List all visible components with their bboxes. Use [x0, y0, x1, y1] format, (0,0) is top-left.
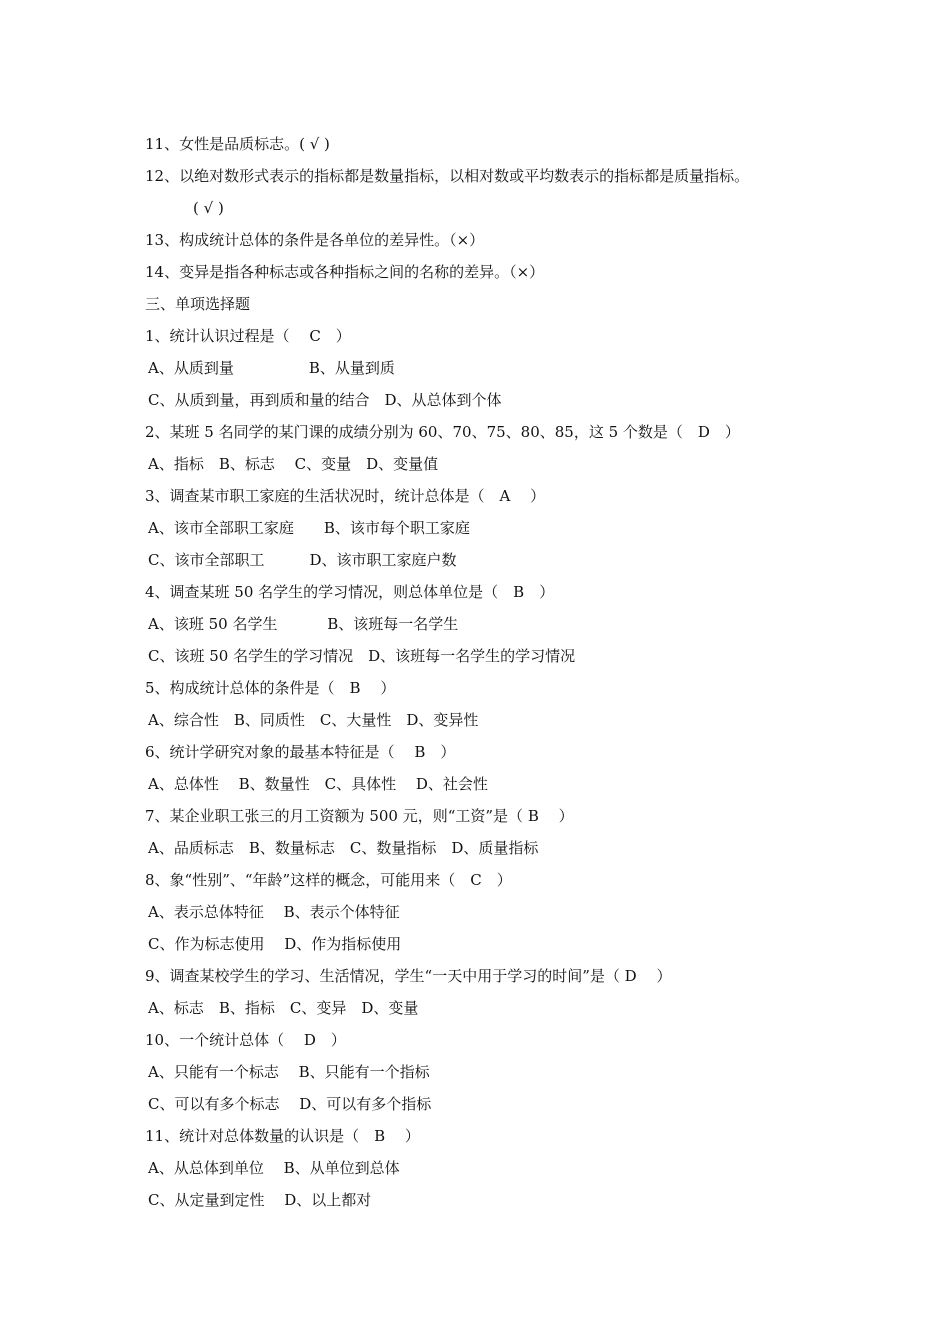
question-5-options: A、综合性 B、同质性 C、大量性 D、变异性	[148, 711, 479, 729]
question-4: 4、调查某班 50 名学生的学习情况，则总体单位是（ B ）	[145, 583, 555, 601]
question-11-options-cd: C、从定量到定性 D、以上都对	[148, 1191, 372, 1209]
question-8-options-ab: A、表示总体特征 B、表示个体特征	[148, 903, 400, 921]
question-5: 5、构成统计总体的条件是（ B ）	[145, 679, 396, 697]
question-9-options: A、标志 B、指标 C、变异 D、变量	[148, 999, 419, 1017]
question-4-options-cd: C、该班 50 名学生的学习情况 D、该班每一名学生的学习情况	[148, 647, 576, 665]
question-4-options-ab: A、该班 50 名学生 B、该班每一名学生	[148, 615, 459, 633]
statement-12-answer: ( √ )	[193, 199, 224, 217]
question-3-options-ab: A、该市全部职工家庭 B、该市每个职工家庭	[148, 519, 470, 537]
question-1-options-ab: A、从质到量 B、从量到质	[148, 359, 395, 377]
question-7: 7、某企业职工张三的月工资额为 500 元，则“工资”是（ B ）	[145, 807, 574, 825]
statement-13: 13、构成统计总体的条件是各单位的差异性。（×）	[145, 231, 485, 249]
statement-14: 14、变异是指各种标志或各种指标之间的名称的差异。（×）	[145, 263, 545, 281]
question-11: 11、统计对总体数量的认识是（ B ）	[145, 1127, 420, 1145]
statement-12: 12、以绝对数形式表示的指标都是数量指标，以相对数或平均数表示的指标都是质量指标。	[145, 167, 750, 185]
question-3: 3、调查某市职工家庭的生活状况时，统计总体是（ A ）	[145, 487, 546, 505]
question-6: 6、统计学研究对象的最基本特征是（ B ）	[145, 743, 456, 761]
question-3-options-cd: C、该市全部职工 D、该市职工家庭户数	[148, 551, 457, 569]
question-10-options-ab: A、只能有一个标志 B、只能有一个指标	[148, 1063, 430, 1081]
document-body	[145, 128, 845, 1216]
question-8-options-cd: C、作为标志使用 D、作为指标使用	[148, 935, 402, 953]
question-1-options-cd: C、从质到量，再到质和量的结合 D、从总体到个体	[148, 391, 502, 409]
question-9: 9、调查某校学生的学习、生活情况，学生“一天中用于学习的时间”是（ D ）	[145, 967, 672, 985]
section-heading: 三、单项选择题	[145, 295, 251, 313]
question-6-options: A、总体性 B、数量性 C、具体性 D、社会性	[148, 775, 488, 793]
question-7-options: A、品质标志 B、数量标志 C、数量指标 D、质量指标	[148, 839, 539, 857]
question-11-options-ab: A、从总体到单位 B、从单位到总体	[148, 1159, 400, 1177]
question-10: 10、一个统计总体（ D ）	[145, 1031, 346, 1049]
question-1: 1、统计认识过程是（ C ）	[145, 327, 351, 345]
question-2-options: A、指标 B、标志 C、变量 D、变量值	[148, 455, 439, 473]
question-2: 2、某班 5 名同学的某门课的成绩分别为 60、70、75、80、85，这 5 个数是（ D ）	[145, 423, 740, 441]
question-10-options-cd: C、可以有多个标志 D、可以有多个指标	[148, 1095, 432, 1113]
statement-11: 11、女性是品质标志。( √ )	[145, 135, 330, 153]
question-8: 8、象“性别”、“年龄”这样的概念，可能用来（ C ）	[145, 871, 512, 889]
